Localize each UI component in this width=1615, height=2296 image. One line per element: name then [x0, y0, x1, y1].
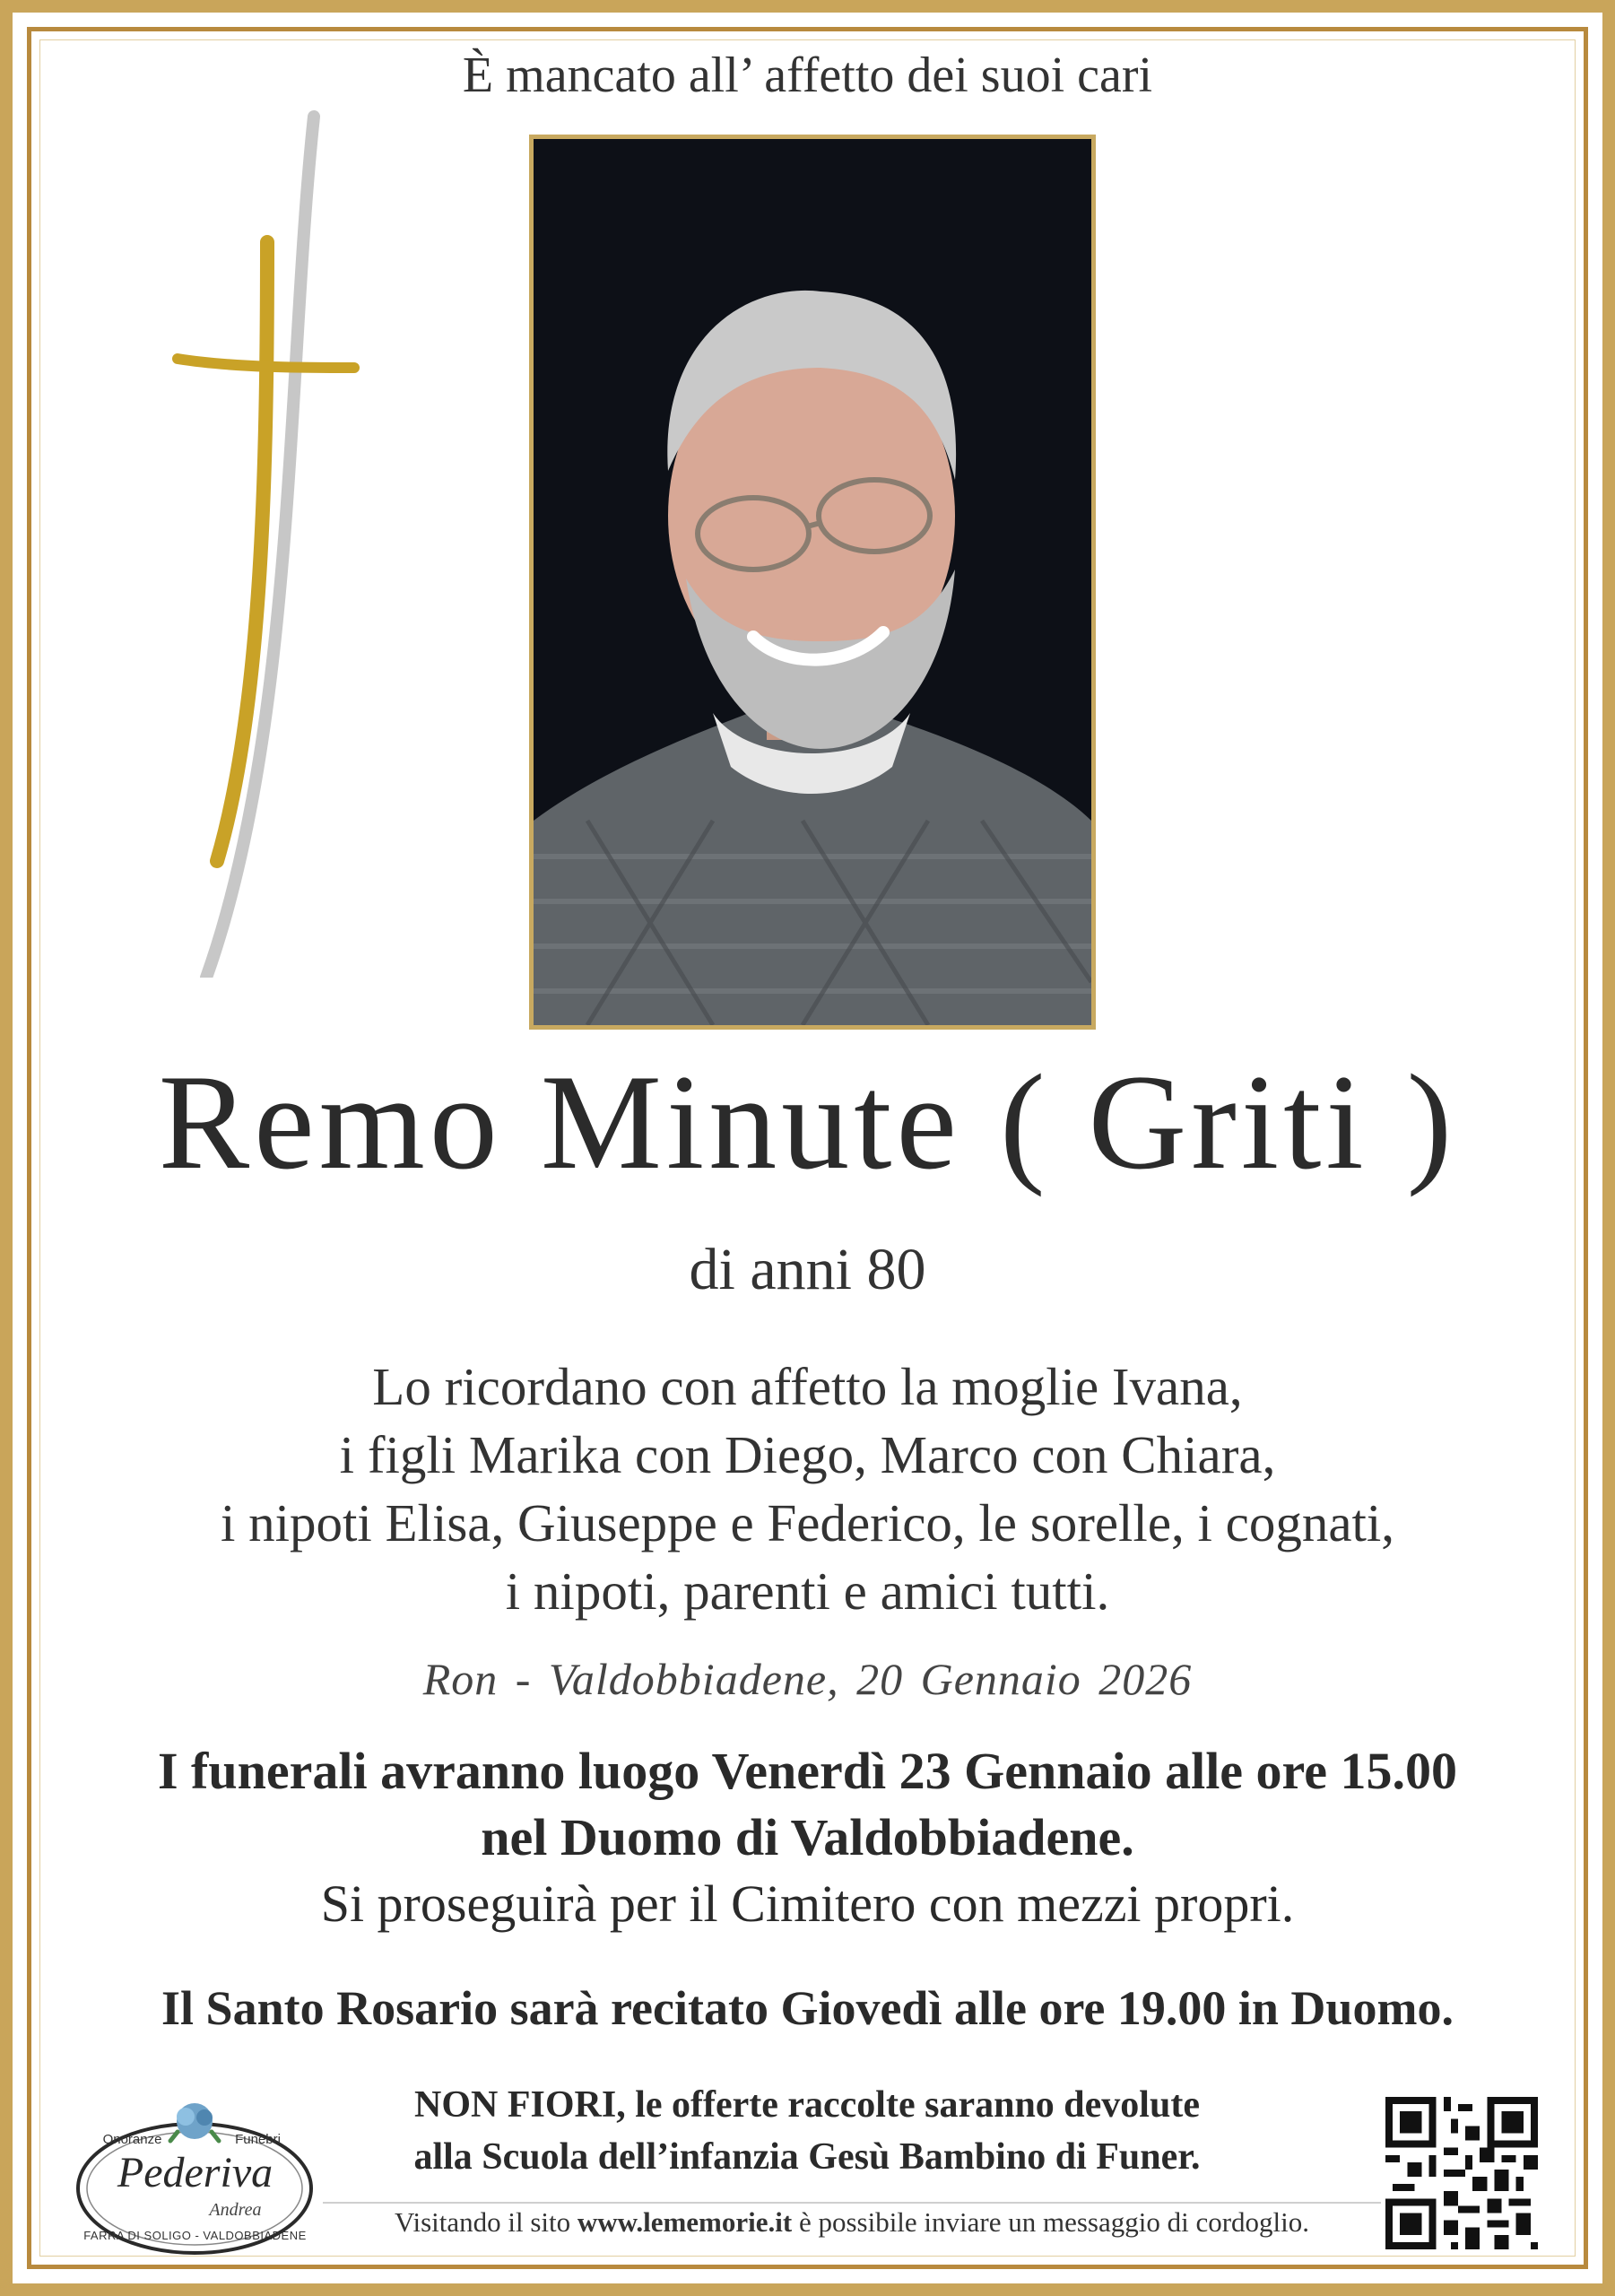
- logo-bottom: FARRA DI SOLIGO - VALDOBBIADENE: [83, 2229, 307, 2242]
- mourners-line: i nipoti Elisa, Giuseppe e Federico, le sorelle, i cognati,: [220, 1493, 1395, 1552]
- condolence-text: è possibile inviare un messaggio di cordoglio.: [792, 2206, 1310, 2238]
- mourners-line: i figli Marika con Diego, Marco con Chiara,: [339, 1425, 1276, 1484]
- flowers-line: alla Scuola dell’infanzia Gesù Bambino di Funer.: [413, 2136, 1201, 2178]
- cross-icon: [161, 99, 377, 978]
- funeral-line: nel Duomo di Valdobbiadene.: [481, 1808, 1134, 1866]
- logo-top-right: Funebri: [235, 2132, 281, 2147]
- divider: [323, 2202, 1381, 2204]
- logo-top-left: Onoranze: [102, 2132, 162, 2147]
- funeral-line: Si proseguirà per il Cimitero con mezzi propri.: [320, 1874, 1295, 1933]
- qr-code-icon[interactable]: [1385, 2097, 1538, 2249]
- flowers-notice: [332, 2079, 1282, 2183]
- funeral-line: I funerali avranno luogo Venerdì 23 Gennaio alle ore 15.00: [157, 1742, 1457, 1800]
- rosary-info: Il Santo Rosario sarà recitato Giovedì alle ore 19.00 in Duomo.: [161, 1981, 1454, 2035]
- portrait-photo: [529, 135, 1096, 1030]
- site-link[interactable]: www.lememorie.it: [577, 2206, 793, 2238]
- mourners-line: Lo ricordano con affetto la moglie Ivana,: [372, 1357, 1243, 1416]
- deceased-age: di anni 80: [689, 1237, 926, 1302]
- funeral-info: [0, 1738, 1615, 1937]
- logo-sub: Andrea: [209, 2200, 262, 2220]
- mourners-line: i nipoti, parenti e amici tutti.: [505, 1561, 1110, 1621]
- logo-main: Pederiva: [117, 2149, 274, 2196]
- funeral-home-logo: [72, 2094, 318, 2260]
- place-date: Ron - Valdobbiadene, 20 Gennaio 2026: [422, 1654, 1193, 1704]
- mourners-block: [0, 1352, 1615, 1625]
- deceased-name: Remo Minute ( Griti ): [158, 1047, 1457, 1197]
- intro-text: È mancato all’ affetto dei suoi cari: [462, 48, 1153, 103]
- condolence-note: [323, 2206, 1381, 2239]
- condolence-text: Visitando il sito: [394, 2206, 577, 2238]
- flowers-line: NON FIORI, le offerte raccolte saranno devolute: [414, 2084, 1200, 2126]
